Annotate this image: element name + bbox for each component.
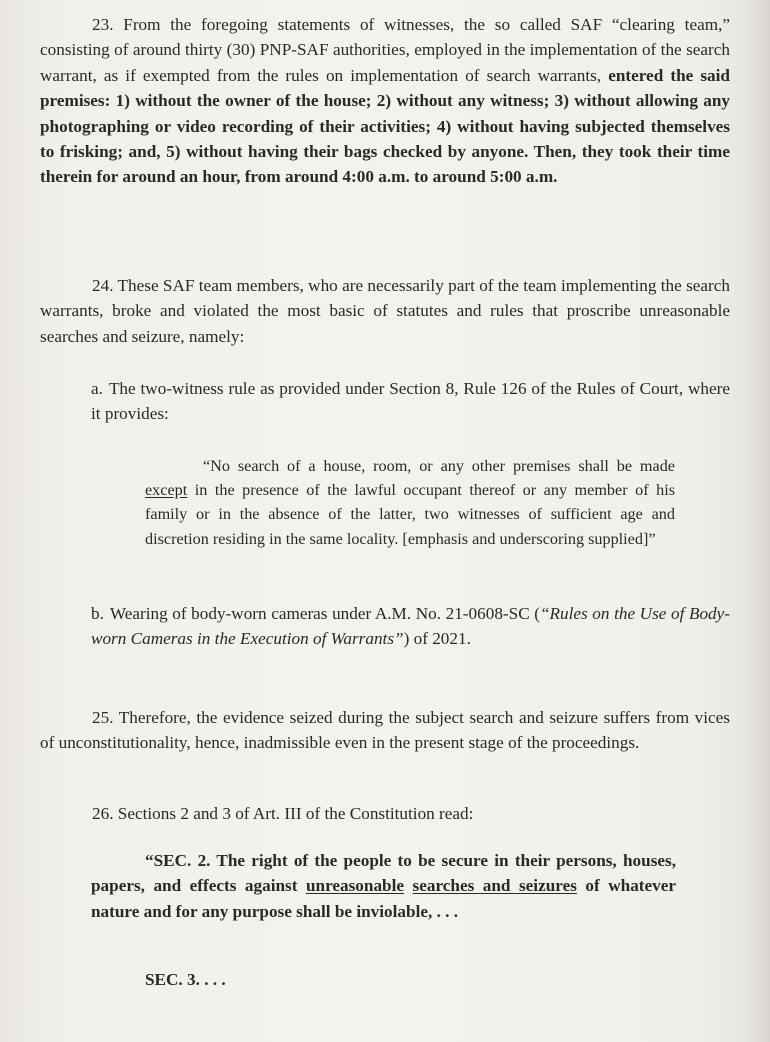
block-quote-sec-3 — [145, 967, 445, 992]
list-item-text: The two-witness rule as provided under Section 8, Rule 126 of the Rules of Court, where it provides: — [91, 379, 730, 424]
quote-text: “No search of a house, room, or any other premises shall be made — [203, 457, 675, 475]
paragraph-text: Therefore, the evidence seized during the subject search and seizure suffers from vices of unconstitutionality, hence, inadmissible even in the present stage of the proceedings. — [40, 708, 730, 753]
paragraph-number: 24. — [92, 276, 114, 295]
block-quote-rule-126 — [145, 454, 675, 551]
paragraph-26 — [40, 801, 730, 826]
quote-text: of whatever nature and for any purpose shall be inviolable, . . . — [91, 876, 676, 921]
list-item-text: ) of 2021. — [403, 629, 471, 649]
paragraph-bold-text: entered the said premises: 1) without the owner of the house; 2) without any witness; 3) without allowing any photographing or video recording of their activities; 4) without having subjected themselves to frisking; and, 5) without having their bags checked by anyone. Then, they took their time therein for around an hour, from around 4:00 a.m. to around 5:00 a.m. — [40, 65, 730, 187]
underlined-text: except — [145, 481, 188, 500]
paragraph-number: 23. — [92, 15, 114, 34]
paragraph-text: From the foregoing statements of witnesses, the so called SAF “clearing team,” consisting of around thirty (30) PNP-SAF authorities, employed in the implementation of the search warrant, as if exempted from the rules on implementation of search warrants, — [40, 15, 730, 85]
paragraph-text: Sections 2 and 3 of Art. III of the Constitution read: — [117, 804, 474, 823]
paragraph-24 — [40, 273, 730, 349]
list-item-label: b. — [91, 604, 104, 623]
underlined-text: searches and seizures — [412, 876, 577, 896]
quote-text: in the presence of the lawful occupant thereof or any member of his family or in the absence of the latter, two witnesses of sufficient age and discretion residing in the same locality. [emphasis and underscoring supplied]” — [145, 481, 675, 548]
list-item-a — [91, 376, 730, 427]
underlined-text: unreasonable — [305, 876, 405, 896]
block-quote-sec-2 — [91, 848, 676, 924]
paragraph-number: 26. — [92, 804, 114, 823]
paragraph-23 — [40, 12, 730, 190]
quote-text: SEC. 3. . . . — [145, 970, 226, 989]
list-item-b — [91, 601, 730, 652]
list-item-label: a. — [91, 379, 103, 398]
list-item-text: Wearing of body-worn cameras under A.M. No. 21-0608-SC ( — [109, 604, 540, 623]
paragraph-text: These SAF team members, who are necessarily part of the team implementing the search warrants, broke and violated the most basic of statutes and rules that proscribe unreasonable searches and seizure, namely: — [40, 276, 730, 346]
italic-text: “Rules on the Use of Body-worn Cameras in the Execution of Warrants” — [91, 604, 730, 649]
paragraph-25 — [40, 705, 730, 756]
paragraph-number: 25. — [92, 708, 114, 727]
page-shadow — [742, 0, 770, 1042]
quote-text — [404, 876, 413, 895]
quote-text: “SEC. 2. The right of the people to be secure in their persons, houses, papers, and effects against — [91, 851, 676, 896]
